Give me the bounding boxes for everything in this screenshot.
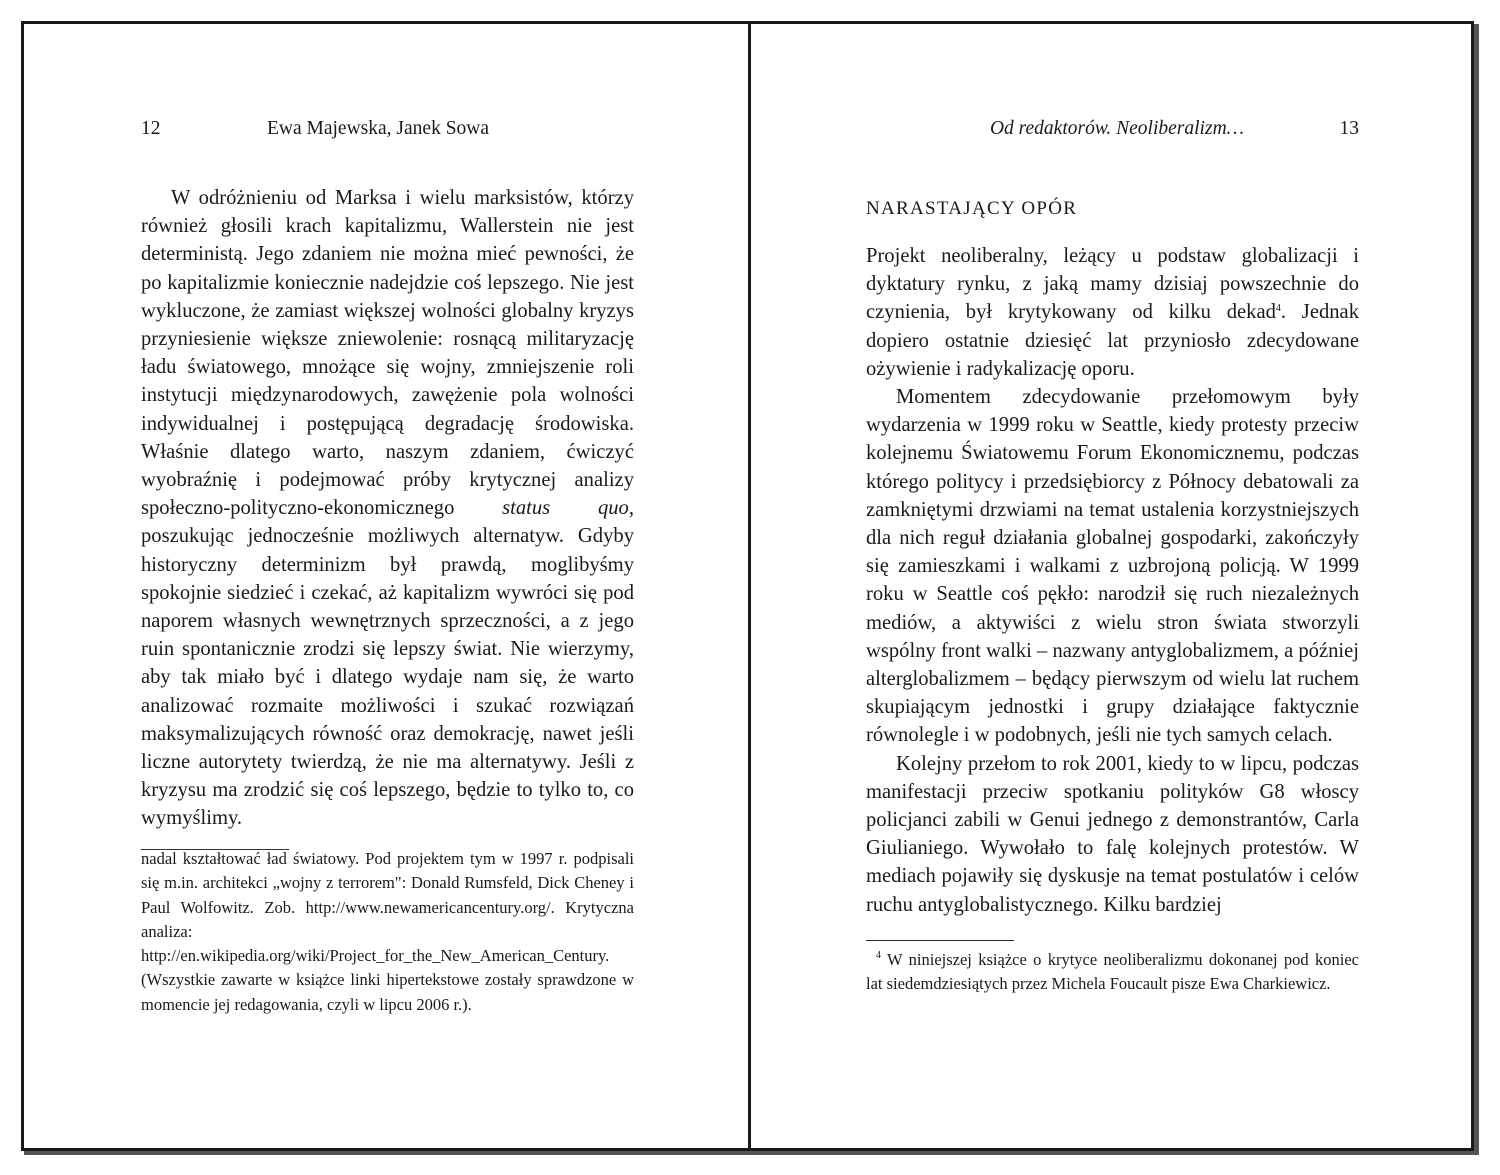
right-body-text xyxy=(866,242,1359,919)
left-footnote xyxy=(141,847,634,1017)
left-page xyxy=(141,24,634,1148)
book-spread xyxy=(21,21,1474,1151)
right-paragraph-3: Kolejny przełom to rok 2001, kiedy to w lipcu, podczas manifestacji przeciw spotkaniu polityków G8 włoscy policjanci zabili w Genui jednego z demonstrantów, Carla Giulianiego. Wywołało to falę kolejnych protestów. W mediach pojawiły się dyskusje na temat postulatów i celów ruchu antyglobalistycznego. Kilku bardziej xyxy=(866,752,1359,916)
right-page xyxy=(866,24,1359,1148)
left-footnote-text: nadal kształtować ład światowy. Pod projektem tym w 1997 r. podpisali się m.in. architekci „wojny z terrorem": Donald Rumsfeld, Dick Cheney i Paul Wolfowitz. Zob. http://www.newamericancentury.org/. Krytyczna analiza: http://en.wikipedia.org/wiki/Project_for_the_New_American_Century. (Wszystkie zawarte w książce linki hipertekstowe zostały sprawdzone w momencie jej redagowania, czyli w lipcu 2006 r.). xyxy=(141,849,634,1014)
left-paragraph-1 xyxy=(141,184,634,833)
footnote-reference: 4 xyxy=(1275,303,1281,315)
left-running-title: Ewa Majewska, Janek Sowa xyxy=(267,118,490,139)
right-footnote xyxy=(866,948,1359,997)
left-page-number: 12 xyxy=(141,118,161,139)
right-running-title: Od redaktorów. Neoliberalizm… xyxy=(989,118,1244,139)
right-paragraph-1 xyxy=(866,242,1359,383)
page-shadow-bottom xyxy=(24,1151,1479,1155)
right-footnote-rule xyxy=(866,940,1014,941)
left-p1-italic: status quo xyxy=(502,497,629,520)
right-page-number: 13 xyxy=(1339,118,1359,139)
left-p1-part-b: , poszukując jednocześnie możliwych alternatyw. Gdyby historyczny determinizm był prawdą, moglibyśmy spokojnie siedzieć i czekać, aż kapitalizm wywróci się pod naporem własnych wewnętrznych sprzeczności, a z jego ruin spontanicznie zrodzi się lepszy świat. Nie wierzymy, aby tak miało być i dlatego wydaje nam się, że warto analizować rozmaite możliwości i szukać rozwiązań maksymalizujących równość oraz demokrację, nawet jeśli liczne autorytety twierdzą, że nie ma alternatywy. Jeśli z kryzysu ma zrodzić się coś lepszego, będzie to tylko to, co wymyślimy. xyxy=(141,497,634,830)
right-footnote-text: W niniejszej książce o krytyce neoliberalizmu dokonanej pod koniec lat siedemdziesiątych przez Michela Foucault pisze Ewa Charkiewicz. xyxy=(866,950,1359,994)
left-running-head xyxy=(141,118,634,148)
right-footnote-paragraph xyxy=(866,948,1359,997)
right-paragraph-2: Momentem zdecydowanie przełomowym były wydarzenia w 1999 roku w Seattle, kiedy protesty przeciw kolejnemu Światowemu Forum Ekonomicznemu, podczas którego politycy i przedsiębiorcy z Północy debatowali za zamkniętymi drzwiami na temat ustalenia korzystniejszych dla nich reguł działania globalnej gospodarki, zakończyły się zamieszkami i walkami z uzbrojoną policją. W 1999 roku w Seattle coś pękło: narodził się ruch niezależnych mediów, a aktywiści z wielu stron świata stworzyli wspólny front walki – nazwany antyglobalizmem, a później alterglobalizmem – będący pierwszym od wielu lat ruchem skupiającym jednostki i grupy działające faktycznie równolegle i w podobnych, jeśli nie tych samych celach. xyxy=(866,386,1359,747)
right-running-head xyxy=(866,118,1359,148)
left-p1-part-a: W odróżnieniu od Marksa i wielu marksistów, którzy również głosili krach kapitalizmu, Wallerstein nie jest deterministą. Jego zdaniem nie można mieć pewności, że po kapitalizmie koniecznie nadejdzie coś lepszego. Nie jest wykluczone, że zamiast większej wolności globalny kryzys przyniesienie większe zniewolenie: rosnącą militaryzację ładu światowego, mnożące się wojny, zmniejszenie roli instytucji międzynarodowych, zawężenie pola wolności indywidualnej i postępującą degradację środowiska. Właśnie dlatego warto, naszym zdaniem, ćwiczyć wyobraźnię i podejmować próby krytycznej analizy społeczno-polityczno-ekonomicznego xyxy=(141,187,634,520)
right-p1-part-b: . Jednak dopiero ostatnie dziesięć lat przyniosło zdecydowane ożywienie i radykalizację oporu. xyxy=(866,301,1359,380)
section-heading: NARASTAJĄCY OPÓR xyxy=(866,198,1078,219)
book-spine xyxy=(748,24,751,1148)
page-shadow-right xyxy=(1474,24,1479,1154)
right-p1-part-a: Projekt neoliberalny, leżący u podstaw globalizacji i dyktatury rynku, z jaką mamy dzisiaj powszechnie do czynienia, był krytykowany od kilku dekad xyxy=(866,245,1359,324)
left-body-text xyxy=(141,184,634,833)
footnote-mark: 4 xyxy=(876,950,881,961)
